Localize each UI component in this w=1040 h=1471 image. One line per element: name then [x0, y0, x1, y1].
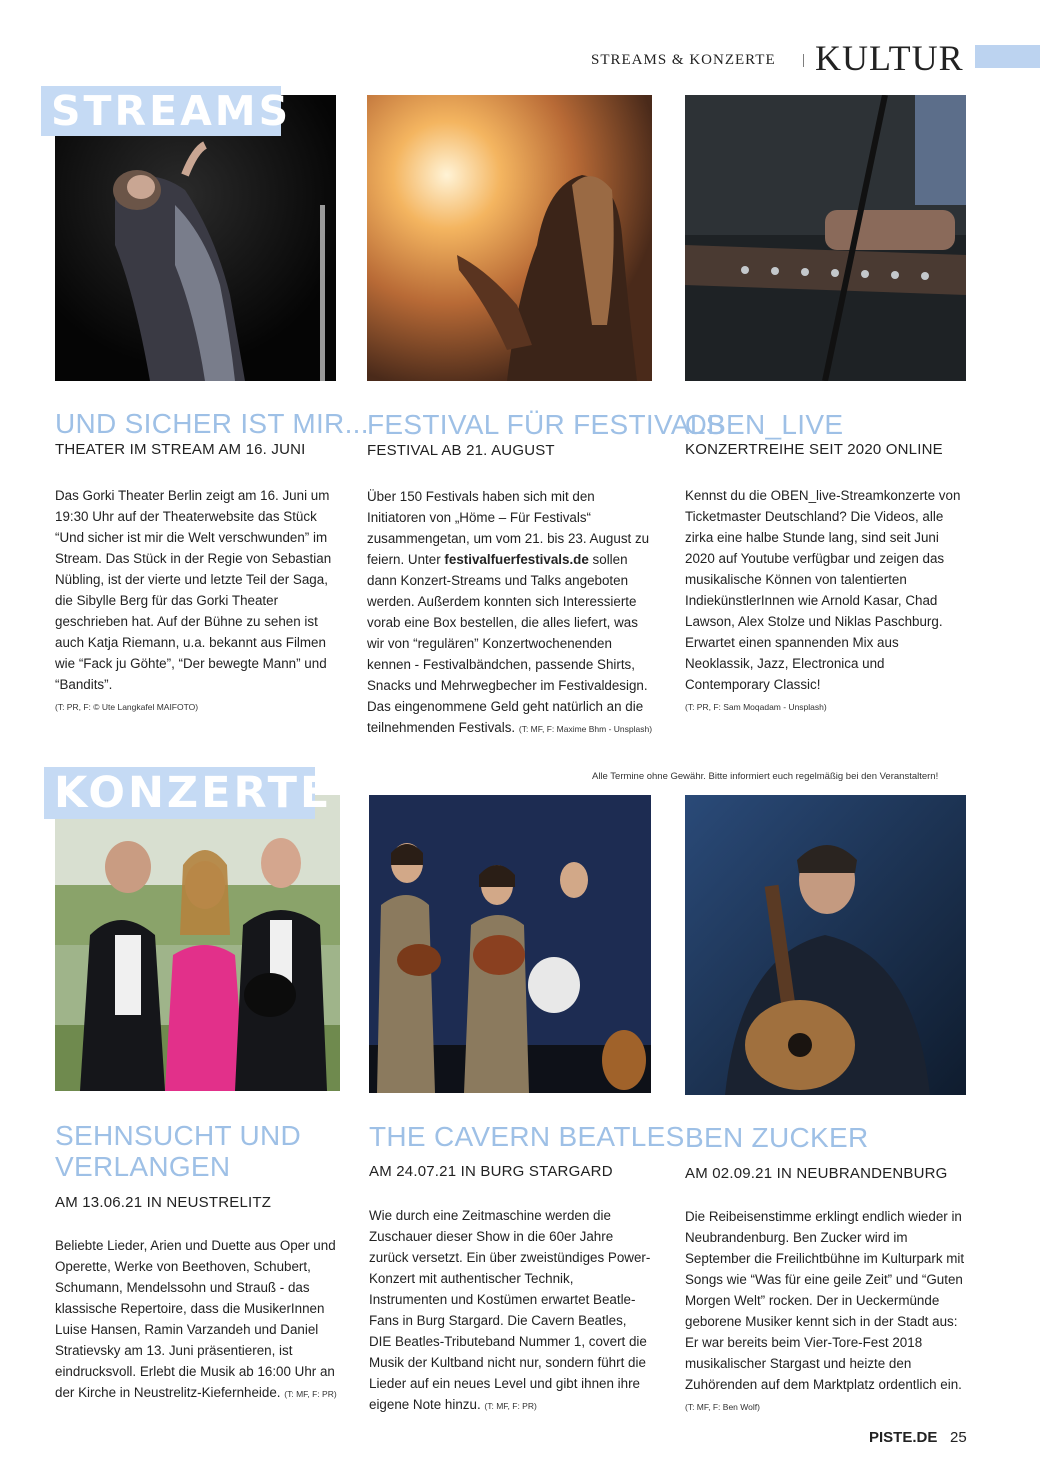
- photo-synthesizer: [685, 95, 966, 381]
- photo-classical-trio: [55, 795, 340, 1091]
- magazine-brand: PISTE.DE: [869, 1429, 938, 1446]
- article-body: Das Gorki Theater Berlin zeigt am 16. Juni um 19:30 Uhr auf der Theaterwebsite das Stück “Und sicher ist mir die Welt verschwunden” im Stream. Das Stück in der Regie von Sebastian Nübling, ist der vierte und letzte Teil der Saga, die Sibylle Berg für das Gorki Theater geschrieben hat. Auf der Bühne zu sehen ist auch Katja Riemann, u.a. bekannt aus Filmen wie “Fack ju Göhte”, “Der bewegte Mann” und “Bandits”. (T: PR, F: © Ute Langkafel MAIFOTO): [55, 488, 332, 712]
- photo-cavern-beatles-band: [369, 795, 651, 1093]
- photo-ben-zucker: [685, 795, 966, 1095]
- article-subtitle: FESTIVAL AB 21. AUGUST: [367, 442, 555, 459]
- header-separator: |: [802, 52, 806, 68]
- konzerte-tag: KONZERTE: [44, 767, 315, 819]
- photo-festival-sunset: [367, 95, 652, 381]
- article-title: BEN ZUCKER: [685, 1122, 869, 1153]
- article-title: FESTIVAL FÜR FESTIVALS: [367, 409, 725, 440]
- article-body: Wie durch eine Zeitmaschine werden die Zuschauer dieser Show in die 60er Jahre zurück versetzt. Ein über zweistündiges Power-Konzert mit authentischer Technik, Instrumenten und Kostümen erwartet Beatle-Fans in Burg Stargard. Die Cavern Beatles, DIE Beatles-Tributeband Nummer 1, covert die Musik der Kultband nicht nur, sondern führt die Lieder auf ein neues Level und gibt ihnen ihre eigene Note hinzu. (T: MF, F: PR): [369, 1208, 651, 1412]
- section-kicker: STREAMS & KONZERTE: [591, 52, 776, 68]
- article-title: OBEN_LIVE: [685, 409, 844, 440]
- article-subtitle: KONZERTREIHE SEIT 2020 ONLINE: [685, 441, 943, 458]
- article-subtitle: AM 02.09.21 IN NEUBRANDENBURG: [685, 1165, 948, 1182]
- festival-website-link[interactable]: festivalfuerfestivals.de: [444, 552, 589, 567]
- streams-tag: STREAMS: [41, 86, 281, 136]
- photo-credit: (T: MF, F: PR): [284, 1389, 337, 1399]
- photo-credit: (T: MF, F: Maxime Bhm - Unsplash): [518, 724, 653, 734]
- section-title: KULTUR: [815, 38, 964, 78]
- article-title: UND SICHER IST MIR...: [55, 408, 369, 439]
- page-number: 25: [950, 1429, 967, 1446]
- article-title: SEHNSUCHT UND VERLANGEN: [55, 1120, 302, 1182]
- article-body: Beliebte Lieder, Arien und Duette aus Oper und Operette, Werke von Beethoven, Schubert, Schumann, Mendelssohn und Strauß - das klassische Repertoire, dass die MusikerInnen Luise Hansen, Ramin Varzandeh und Daniel Stratievsky am 13. Juni präsentieren, ist eindrucksvoll. Erlebt die Musik ab 16:00 Uhr an der Kirche in Neustrelitz-Kiefernheide. (T: MF, F: PR): [55, 1238, 337, 1400]
- article-body: Über 150 Festivals haben sich mit den Initiatoren von „Höme – Für Festivals“ zusammengetan, um vom 21. bis 23. August zu feiern. Unter festivalfuerfestivals.de sollen dann Konzert-Streams und Talks angeboten werden. Außerdem konnten sich Interessierte vorab eine Box bestellen, die alles liefert, was wir von “regulären” Konzertwochenenden kennen - Festivalbändchen, passende Shirts, Snacks und Mehrwegbecher im Festivaldesign. Das eingenommene Geld geht natürlich an die teilnehmenden Festivals. (T: MF, F: Maxime Bhm - Unsplash): [367, 489, 653, 735]
- photo-credit: (T: PR, F: © Ute Langkafel MAIFOTO): [55, 702, 199, 712]
- disclaimer-note: Alle Termine ohne Gewähr. Bitte informiert euch regelmäßig bei den Veranstaltern!: [592, 771, 939, 782]
- article-subtitle: THEATER IM STREAM AM 16. JUNI: [55, 441, 306, 458]
- article-body: Kennst du die OBEN_live-Streamkonzerte von Ticketmaster Deutschland? Die Videos, alle zirka eine halbe Stunde lang, sind seit Juni 2020 auf Youtube verfügbar und zeigen das musikalische Können von talentierten IndiekünstlerInnen wie Arnold Kasar, Chad Lawson, Alex Stolze und Niklas Paschburg. Erwartet einen spannenden Mix aus Neoklassik, Jazz, Electronica und Contemporary Classic! (T: PR, F: Sam Moqadam - Unsplash): [685, 488, 961, 712]
- article-title: THE CAVERN BEATLES: [369, 1121, 685, 1152]
- article-body: Die Reibeisenstimme erklingt endlich wieder in Neubrandenburg. Ben Zucker wird im September die Freilichtbühne im Kulturpark mit Songs wie “Was für eine geile Zeit” und “Guten Morgen Welt” rocken. Der in Ueckermünde geborene Musiker kennt sich in der Stadt aus: Er war bereits beim Vier-Tore-Fest 2018 musikalischer Stargast und heizte den Zuhörenden auf dem Marktplatz ordentlich ein. (T: MF, F: Ben Wolf): [685, 1209, 965, 1412]
- header-accent-bar: [975, 45, 1040, 68]
- photo-theater-stage: [55, 95, 336, 381]
- photo-credit: (T: MF, F: PR): [484, 1401, 537, 1411]
- photo-credit: (T: PR, F: Sam Moqadam - Unsplash): [685, 702, 827, 712]
- article-subtitle: AM 24.07.21 IN BURG STARGARD: [369, 1163, 613, 1180]
- article-subtitle: AM 13.06.21 IN NEUSTRELITZ: [55, 1194, 272, 1211]
- photo-credit: (T: MF, F: Ben Wolf): [685, 1402, 760, 1412]
